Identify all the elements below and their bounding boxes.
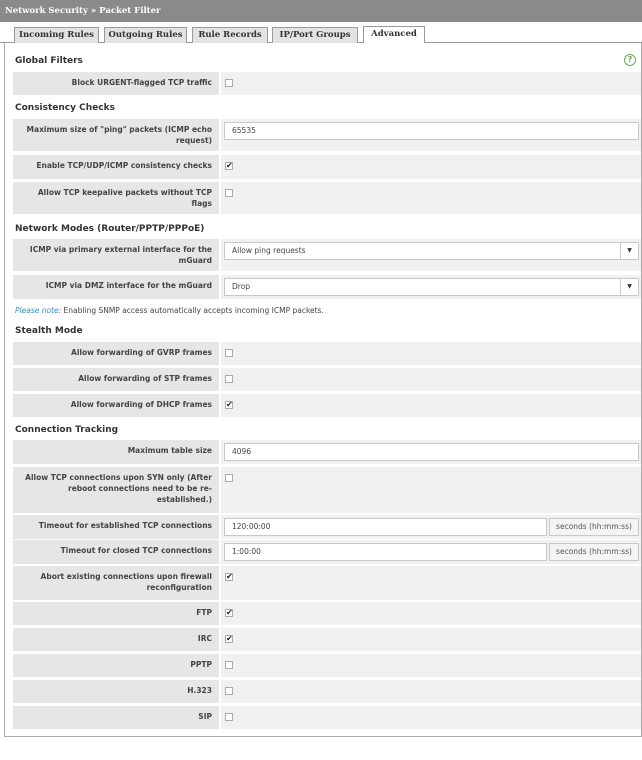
row-irc — [13, 628, 641, 651]
irc-label: IRC — [13, 628, 219, 651]
abort-existing-checkbox[interactable]: ✔ — [226, 572, 233, 581]
row-pptp — [13, 654, 641, 677]
tab-incoming-rules[interactable]: Incoming Rules — [14, 27, 99, 43]
row-table-size — [13, 440, 641, 464]
h323-label: H.323 — [13, 680, 219, 703]
row-gvrp — [13, 342, 641, 365]
snmp-note — [15, 306, 324, 315]
row-block-urgent — [13, 72, 641, 95]
row-enable-consistency — [13, 155, 641, 179]
enable-consistency-checkbox[interactable]: ✔ — [226, 161, 233, 170]
row-ping-size — [13, 119, 641, 151]
row-stp — [13, 368, 641, 391]
block-urgent-checkbox[interactable] — [225, 79, 233, 87]
timeout-closed-input[interactable]: 1:00:00 — [224, 543, 547, 561]
timeout-established-unit: seconds (hh:mm:ss) — [549, 518, 639, 536]
advanced-panel — [4, 43, 642, 737]
tab-bar — [0, 22, 642, 43]
row-h323 — [13, 680, 641, 703]
tab-ip-port-groups[interactable]: IP/Port Groups — [272, 27, 358, 43]
icmp-dmz-value: Drop — [232, 282, 251, 291]
icmp-external-value: Allow ping requests — [232, 246, 306, 255]
section-consistency-checks: Consistency Checks — [15, 103, 115, 113]
tab-rule-records[interactable]: Rule Records — [192, 27, 268, 43]
enable-consistency-label: Enable TCP/UDP/ICMP consistency checks — [13, 155, 219, 179]
abort-existing-label: Abort existing connections upon firewall reconfiguration — [13, 566, 219, 600]
timeout-closed-unit: seconds (hh:mm:ss) — [549, 543, 639, 561]
row-timeout-established — [13, 515, 641, 539]
pptp-label: PPTP — [13, 654, 219, 677]
chevron-down-icon[interactable]: ▼ — [620, 279, 638, 295]
stp-label: Allow forwarding of STP frames — [13, 368, 219, 391]
breadcrumb-section[interactable]: Network Security — [5, 6, 88, 16]
stp-checkbox[interactable] — [225, 375, 233, 383]
chevron-down-icon[interactable]: ▼ — [620, 243, 638, 259]
ping-size-input[interactable]: 65535 — [224, 122, 639, 140]
section-stealth-mode: Stealth Mode — [15, 326, 83, 336]
row-icmp-dmz — [13, 275, 641, 299]
breadcrumb — [0, 0, 642, 22]
row-keepalive — [13, 182, 641, 214]
ftp-label: FTP — [13, 602, 219, 625]
keepalive-label: Allow TCP keepalive packets without TCP flags — [13, 182, 219, 214]
timeout-closed-label: Timeout for closed TCP connections — [13, 540, 219, 564]
h323-checkbox[interactable] — [225, 687, 233, 695]
icmp-external-label: ICMP via primary external interface for the mGuard — [13, 239, 219, 271]
timeout-established-input[interactable]: 120:00:00 — [224, 518, 547, 536]
icmp-dmz-select[interactable] — [224, 278, 639, 296]
section-network-modes: Network Modes (Router/PPTP/PPPoE) — [15, 224, 205, 234]
row-timeout-closed — [13, 540, 641, 564]
breadcrumb-separator: » — [90, 6, 97, 16]
tab-outgoing-rules[interactable]: Outgoing Rules — [104, 27, 187, 43]
timeout-established-label: Timeout for established TCP connections — [13, 515, 219, 539]
sip-checkbox[interactable] — [225, 713, 233, 721]
row-ftp — [13, 602, 641, 625]
tab-advanced[interactable]: Advanced — [363, 26, 425, 44]
row-abort-existing — [13, 566, 641, 600]
ftp-checkbox[interactable]: ✔ — [226, 608, 233, 617]
syn-only-label: Allow TCP connections upon SYN only (After reboot connections need to be re-established.) — [13, 467, 219, 513]
gvrp-checkbox[interactable] — [225, 349, 233, 357]
row-syn-only — [13, 467, 641, 513]
dhcp-label: Allow forwarding of DHCP frames — [13, 394, 219, 417]
syn-only-checkbox[interactable] — [225, 474, 233, 482]
section-global-filters: Global Filters — [15, 56, 83, 66]
gvrp-label: Allow forwarding of GVRP frames — [13, 342, 219, 365]
table-size-input[interactable]: 4096 — [224, 443, 639, 461]
icmp-dmz-label: ICMP via DMZ interface for the mGuard — [13, 275, 219, 299]
help-icon[interactable]: ? — [624, 54, 636, 66]
block-urgent-label: Block URGENT-flagged TCP traffic — [13, 72, 219, 95]
row-icmp-external — [13, 239, 641, 271]
pptp-checkbox[interactable] — [225, 661, 233, 669]
icmp-external-select[interactable] — [224, 242, 639, 260]
note-text: Enabling SNMP access automatically accepts incoming ICMP packets. — [63, 306, 324, 315]
sip-label: SIP — [13, 706, 219, 729]
table-size-label: Maximum table size — [13, 440, 219, 464]
section-connection-tracking: Connection Tracking — [15, 425, 119, 435]
irc-checkbox[interactable]: ✔ — [226, 634, 233, 643]
ping-size-label: Maximum size of "ping" packets (ICMP echo request) — [13, 119, 219, 151]
dhcp-checkbox[interactable]: ✔ — [226, 400, 233, 409]
keepalive-checkbox[interactable] — [225, 189, 233, 197]
row-dhcp — [13, 394, 641, 417]
row-sip — [13, 706, 641, 729]
note-prefix: Please note: — [15, 306, 62, 315]
breadcrumb-page: Packet Filter — [99, 6, 161, 16]
